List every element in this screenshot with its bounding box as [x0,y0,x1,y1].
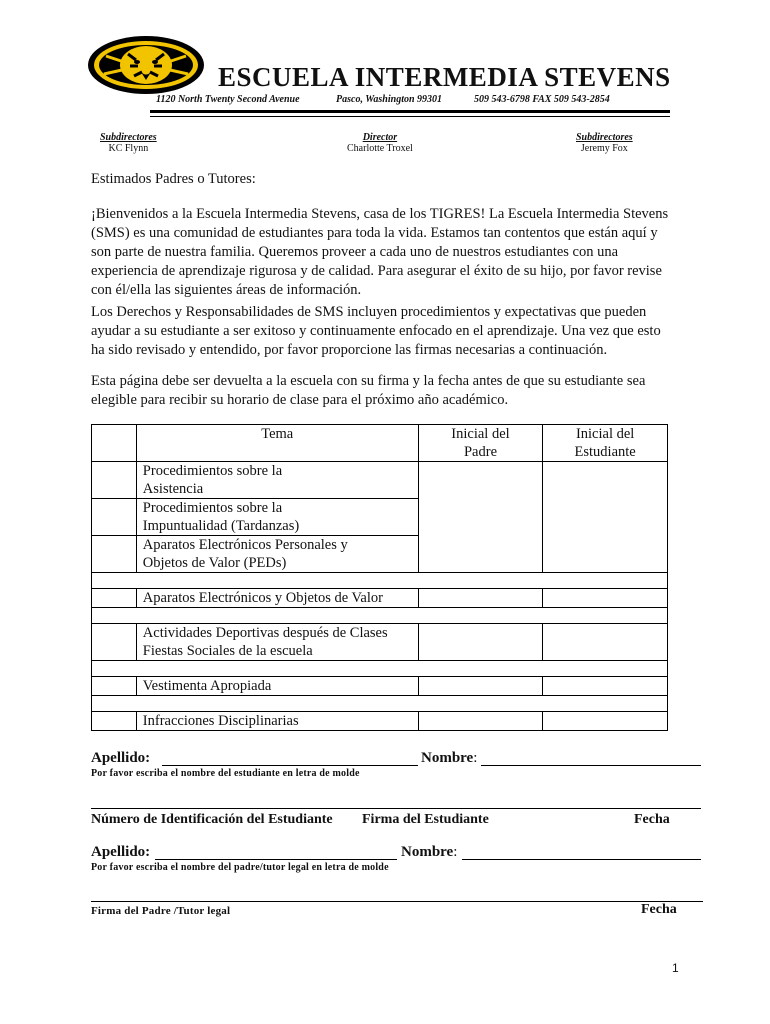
welcome-paragraph: ¡Bienvenidos a la Escuela Intermedia Stevens, casa de los TIGRES! La Escuela Intermedia Stevens (SMS) es una comunidad de estudiantes para toda la vida. Estamos tan contentos que están aquí y son parte de nuestra familia. Queremos proveer a cada uno de nuestros estudiantes con una experiencia de aprendizaje rigurosa y de calidad. Para asegurar el éxito de su hijo, por favor revise con él/ella las siguientes áreas de información. [91,206,669,298]
header-cell-blank [92,425,137,462]
student-apellido-label: Apellido: [91,750,151,766]
header-parent-initial: Inicial del Padre [418,425,543,462]
topic-cell: Procedimientos sobre la Impuntualidad (Tardanzas) [136,499,418,536]
parent-print-hint: Por favor escriba el nombre del padre/tutor legal en letra de molde [91,862,389,873]
student-nombre-label: Nombre: [421,750,478,766]
parent-initial-cell[interactable] [418,712,543,731]
parent-initial-cell[interactable] [418,589,543,608]
parent-date-label: Fecha [641,902,677,917]
school-address: 1120 North Twenty Second Avenue [156,94,300,105]
parent-apellido-field[interactable] [155,859,397,860]
table-row [92,624,668,661]
student-apellido-field[interactable] [162,765,418,766]
rights-paragraph: Los Derechos y Responsabilidades de SMS incluyen procedimientos y expectativas que pueden ayudar a su estudiante a ser exitoso y continuamente enfocado en el aprendizaje. Una vez que esto ha sido revisado y entendido, por favor proporcione las firmas necesarias a continuación. [91,304,661,358]
table-row [92,589,668,608]
staff-role: Subdirectores [100,132,157,143]
student-signature-line[interactable] [91,808,701,809]
row-check-cell[interactable] [92,712,137,731]
assistant-principal-right [576,132,633,154]
student-signature-label: Firma del Estudiante [362,812,489,827]
header-rule-thin [150,116,670,117]
school-phone-fax: 509 543-6798 FAX 509 543-2854 [474,94,610,105]
student-initial-cell[interactable] [543,589,668,608]
greeting: Estimados Padres o Tutores: [91,171,256,187]
topic-cell: Aparatos Electrónicos y Objetos de Valor [136,589,418,608]
header-topic: Tema [136,425,418,462]
topic-cell: Infracciones Disciplinarias [136,712,418,731]
row-check-cell[interactable] [92,462,137,499]
table-row [92,712,668,731]
student-print-hint: Por favor escriba el nombre del estudiante en letra de molde [91,768,360,779]
student-date-label: Fecha [634,812,670,827]
tiger-logo [86,34,206,96]
student-initial-cell[interactable] [543,712,668,731]
staff-name: Charlotte Troxel [347,143,413,154]
table-header-row [92,425,668,462]
row-check-cell[interactable] [92,624,137,661]
header-student-initial: Inicial del Estudiante [543,425,668,462]
row-check-cell[interactable] [92,536,137,573]
topic-cell: Aparatos Electrónicos Personales y Objetos de Valor (PEDs) [136,536,418,573]
header-rule [150,110,670,113]
school-title: ESCUELA INTERMEDIA STEVENS [218,62,671,92]
parent-initial-cell[interactable] [418,677,543,696]
staff-name: Jeremy Fox [580,143,628,154]
topic-cell: Vestimenta Apropiada [136,677,418,696]
student-initial-cell[interactable] [543,677,668,696]
parent-signature-line[interactable] [91,901,703,902]
table-row [92,462,668,499]
return-paragraph: Esta página debe ser devuelta a la escuela con su firma y la fecha antes de que su estudiante sea elegible para recibir su horario de clase para el próximo año académico. [91,373,646,408]
acknowledgement-table [91,424,668,731]
topic-cell: Procedimientos sobre la Asistencia [136,462,418,499]
topic-cell: Actividades Deportivas después de Clases Fiestas Sociales de la escuela [136,624,418,661]
parent-apellido-label: Apellido: [91,844,151,860]
principal [347,132,413,154]
row-check-cell[interactable] [92,499,137,536]
parent-nombre-field[interactable] [462,859,701,860]
student-initial-cell[interactable] [543,624,668,661]
staff-role: Subdirectores [576,132,633,143]
row-check-cell[interactable] [92,677,137,696]
parent-initial-cell[interactable] [418,462,543,573]
parent-initial-cell[interactable] [418,624,543,661]
parent-nombre-label: Nombre: [401,844,458,860]
parent-signature-label: Firma del Padre /Tutor legal [91,905,231,917]
student-nombre-field[interactable] [481,765,701,766]
page-number: 1 [672,961,679,975]
student-initial-cell[interactable] [543,462,668,573]
student-id-label: Número de Identificación del Estudiante [91,812,333,827]
table-row [92,677,668,696]
assistant-principal-left [100,132,157,154]
school-city: Pasco, Washington 99301 [336,94,443,105]
staff-role: Director [362,132,398,143]
row-check-cell[interactable] [92,589,137,608]
staff-name: KC Flynn [108,143,149,154]
